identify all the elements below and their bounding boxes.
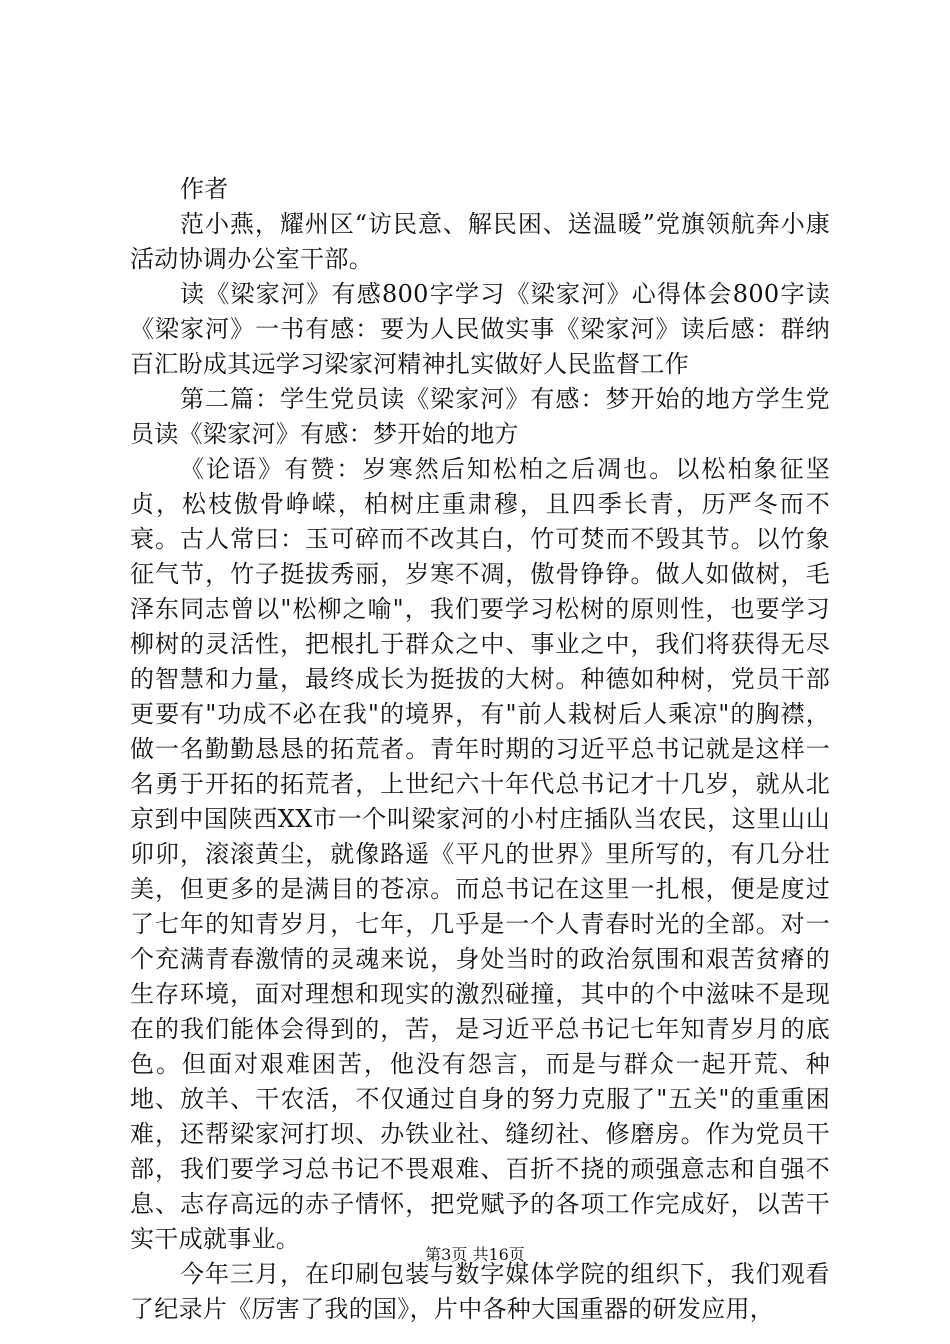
paragraph-body-continued: 今年三月，在印刷包装与数字媒体学院的组织下，我们观看了纪录片《厉害了我的国》，片中各种大国重器的研发应用， bbox=[130, 1260, 830, 1323]
page-number-footer: 第3页 共16页 bbox=[425, 1245, 525, 1264]
paragraph-body-main: 《论语》有赞：岁寒然后知松柏之后凋也。以松柏象征坚贞，松枝傲骨峥嵘，柏树庄重肃穆，且四季长青，历严冬而不衰。古人常曰：玉可碎而不改其白，竹可焚而不毁其节。以竹象征气节，竹子挺拔秀丽，岁寒不凋，傲骨铮铮。做人如做树，毛泽东同志曾以"松柳之喻"，我们要学习松树的原则性，也要学习柳树的灵活性，把根扎于群众之中、事业之中，我们将获得无尽的智慧和力量，最终成长为挺拔的大树。种德如种树，党员干部更要有"功成不必在我"的境界，有"前人栽树后人乘凉"的胸襟，做一名勤勤恳恳的拓荒者。青年时期的习近平总书记就是这样一名勇于开拓的拓荒者，上世纪六十年代总书记才十几岁，就从北京到中国陕西XX市一个叫梁家河的小村庄插队当农民，这里山山卯卯，滚滚黄尘，就像路遥《平凡的世界》里所写的，有几分壮美，但更多的是满目的苍凉。而总书记在这里一扎根，便是度过了七年的知青岁月，七年，几乎是一个人青春时光的全部。对一个充满青春激情的灵魂来说，身处当时的政治氛围和艰苦贫瘠的生存环境，面对理想和现实的激烈碰撞，其中的个中滋味不是现在的我们能体会得到的，苦，是习近平总书记七年知青岁月的底色。但面对艰难困苦，他没有怨言，而是与群众一起开荒、种地、放羊、干农活，不仅通过自身的努力克服了"五关"的重重困难，还帮梁家河打坝、办铁业社、缝纫社、修磨房。作为党员干部，我们要学习总书记不畏艰难、百折不挠的顽强意志和自强不息、志存高远的赤子情怀，把党赋予的各项工作完成好，以苦干实干成就事业。 bbox=[130, 455, 830, 1253]
document-body bbox=[130, 172, 830, 1327]
paragraph-author-heading: 作者 bbox=[180, 175, 229, 203]
paragraph-second-article-title: 第二篇：学生党员读《梁家河》有感：梦开始的地方学生党员读《梁家河》有感：梦开始的地方 bbox=[130, 385, 830, 448]
paragraph-author-bio: 范小燕，耀州区“访民意、解民困、送温暖”党旗领航奔小康活动协调办公室干部。 bbox=[130, 210, 830, 273]
paragraph-related-titles: 读《梁家河》有感800字学习《梁家河》心得体会800字读《梁家河》一书有感：要为人民做实事《梁家河》读后感：群纳百汇盼成其远学习梁家河精神扎实做好人民监督工作 bbox=[130, 280, 830, 378]
